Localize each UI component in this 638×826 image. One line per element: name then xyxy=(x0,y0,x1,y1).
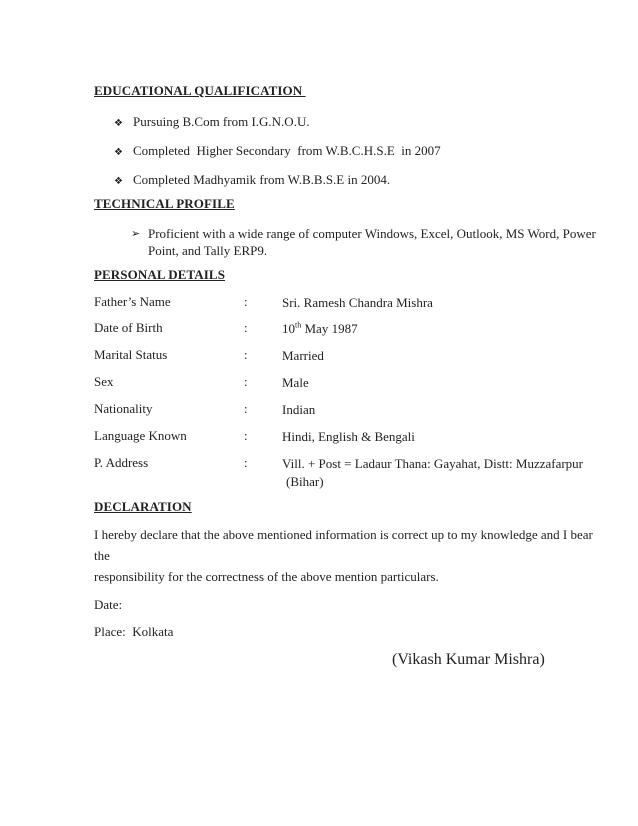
detail-row-address xyxy=(94,455,604,491)
detail-label: Nationality xyxy=(94,401,153,416)
detail-value xyxy=(282,320,612,338)
detail-separator: : xyxy=(244,320,248,335)
address-line1: Vill. + Post = Ladaur Thana: Gayahat, Distt: Muzzafarpur xyxy=(282,456,584,471)
detail-value xyxy=(282,455,612,491)
diamond-bullet-icon: ❖ xyxy=(114,176,123,187)
detail-label: Language Known xyxy=(94,428,187,443)
declaration-line2: responsibility for the correctness of the above mention particulars. xyxy=(94,569,439,584)
dob-suffix: th xyxy=(295,320,302,330)
detail-separator: : xyxy=(244,428,248,443)
detail-row-language xyxy=(94,428,604,446)
detail-separator: : xyxy=(244,374,248,389)
education-item xyxy=(114,114,310,130)
education-item xyxy=(114,143,441,159)
detail-separator: : xyxy=(244,294,248,309)
detail-label: Marital Status xyxy=(94,347,168,362)
detail-value: Male xyxy=(282,375,309,390)
education-item-text: Completed Higher Secondary from W.B.C.H.S.E in 2007 xyxy=(133,143,441,158)
arrow-bullet-icon: ➢ xyxy=(131,227,141,240)
detail-separator: : xyxy=(244,455,248,470)
detail-value: Hindi, English & Bengali xyxy=(282,429,415,444)
detail-label: P. Address xyxy=(94,455,149,470)
date-label: Date: xyxy=(94,597,123,612)
detail-label: Date of Birth xyxy=(94,320,163,335)
detail-label: Sex xyxy=(94,374,114,389)
address-line2: (Bihar) xyxy=(286,474,324,489)
dob-day: 10 xyxy=(282,321,295,336)
detail-row-marital-status xyxy=(94,347,604,365)
education-heading: EDUCATIONAL QUALIFICATION xyxy=(94,83,306,98)
personal-heading: PERSONAL DETAILS xyxy=(94,267,226,282)
dob-rest: May 1987 xyxy=(301,321,358,336)
diamond-bullet-icon: ❖ xyxy=(114,118,123,129)
declaration-line1: I hereby declare that the above mentioned information is correct up to my knowledge and I bear the xyxy=(94,527,593,563)
detail-value: Sri. Ramesh Chandra Mishra xyxy=(282,295,433,310)
declaration-text xyxy=(94,524,604,587)
declaration-heading: DECLARATION xyxy=(94,499,192,514)
education-item-text: Completed Madhyamik from W.B.B.S.E in 2004. xyxy=(133,172,391,187)
technical-item-line2: Point, and Tally ERP9. xyxy=(148,243,268,258)
detail-separator: : xyxy=(244,401,248,416)
detail-separator: : xyxy=(244,347,248,362)
technical-item xyxy=(131,225,601,259)
detail-row-sex xyxy=(94,374,604,392)
detail-label: Father’s Name xyxy=(94,294,171,309)
detail-value: Married xyxy=(282,348,324,363)
signature-name: (Vikash Kumar Mishra) xyxy=(392,651,545,668)
detail-row-dob xyxy=(94,320,604,338)
education-item-text: Pursuing B.Com from I.G.N.O.U. xyxy=(133,114,310,129)
detail-row-fathers-name xyxy=(94,294,604,312)
detail-value: Indian xyxy=(282,402,316,417)
place-label: Place: Kolkata xyxy=(94,624,174,639)
technical-heading: TECHNICAL PROFILE xyxy=(94,196,235,211)
detail-row-nationality xyxy=(94,401,604,419)
diamond-bullet-icon: ❖ xyxy=(114,147,123,158)
education-item xyxy=(114,172,390,188)
technical-item-line1: Proficient with a wide range of computer Windows, Excel, Outlook, MS Word, Power xyxy=(148,226,596,241)
